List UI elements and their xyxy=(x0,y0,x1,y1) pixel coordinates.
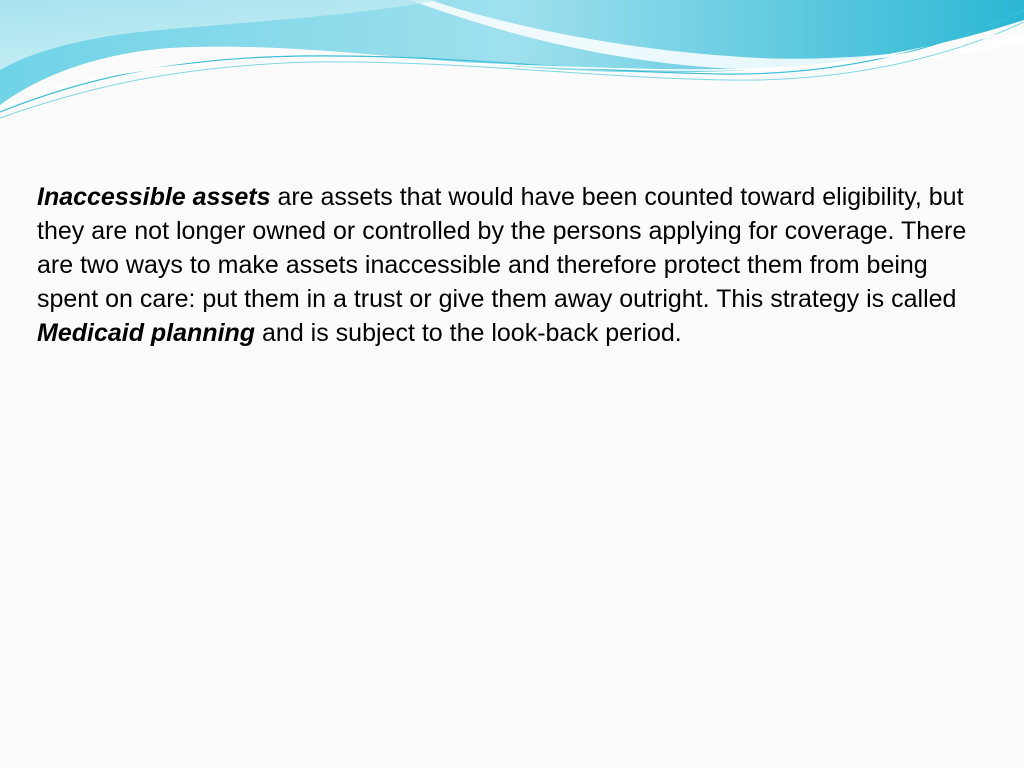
term-medicaid-planning: Medicaid planning xyxy=(37,319,256,347)
term-inaccessible-assets: Inaccessible assets xyxy=(37,183,271,211)
body-paragraph xyxy=(37,180,987,350)
header-wave-decoration xyxy=(0,0,1024,130)
paragraph-text-2: and is subject to the look-back period. xyxy=(255,319,682,347)
paragraph-text-1: are assets that would have been counted toward eligibility, but they are not longer owned or controlled by the persons applying for coverage. There are two ways to make assets inaccessible and therefore protect them from being spent on care: put them in a trust or give them away outright. This strategy is called xyxy=(37,183,967,313)
